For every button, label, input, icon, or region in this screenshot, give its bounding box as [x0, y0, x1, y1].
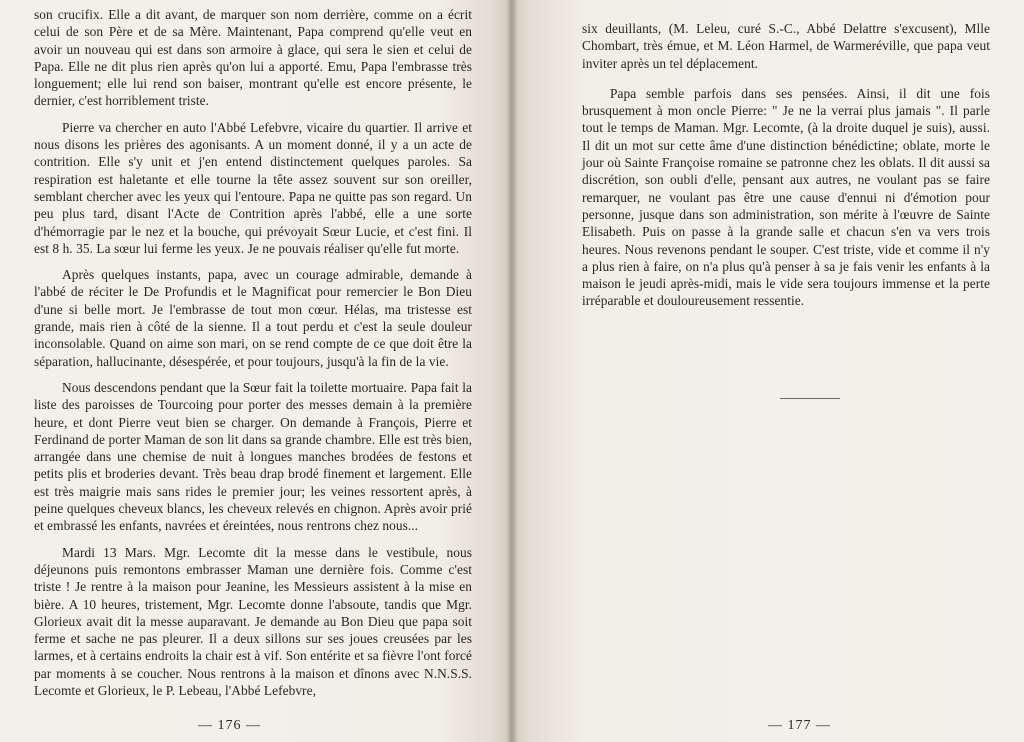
right-paragraph-1: six deuillants, (M. Leleu, curé S.-C., Abbé Delattre s'excusent), Mlle Chombart, très émue, et M. Léon Harmel, de Warmeréville, que papa veut inviter après un tel déplacement. [582, 21, 990, 71]
page-number-left: — 176 — [198, 718, 261, 733]
left-paragraph-5: Mardi 13 Mars. Mgr. Lecomte dit la messe dans le vestibule, nous déjeunons puis remontons embrasser Maman une dernière fois. Comme c'est triste ! Je rentre à la maison pour Jeanine, les Messieurs assistent à la mise en bière. A 10 heures, tristement, Mgr. Lecomte donne l'absoute, tandis que Mgr. Glorieux avait dit la messe auparavant. Je demande au Bon Dieu que papa soit ferme et sache ne pas pleurer. Il a deux sillons sur ses joues creusées par les larmes, et à certains endroits la chair est à vif. Son entérite et sa fièvre l'ont forcé par moments à se coucher. Nous rentrons à la maison et dînons avec N.N.S.S. Lecomte et Glorieux, le P. Lebeau, l'Abbé Lefebvre, [34, 544, 472, 698]
section-divider [780, 398, 840, 399]
left-paragraph-3: Après quelques instants, papa, avec un courage admirable, demande à l'abbé de réciter le De Profundis et le Magnificat pour remercier le Bon Dieu d'une si belle mort. Je l'embrasse de tout mon cœur. Hélas, ma tristesse est grande, mais rien à côté de la sienne. Il a tout perdu et c'est la seule douleur inconsolable. Quand on aime son mari, on se rend compte de ce que doit être la séparation, hallucinante, désespérée, et pour toujours, jusqu'à la fin de la vie. [34, 267, 472, 369]
page-number-right: — 177 — [768, 718, 831, 733]
left-paragraph-4: Nous descendons pendant que la Sœur fait la toilette mortuaire. Papa fait la liste des paroisses de Tourcoing pour porter des messes demain à la première heure, et dont Pierre veut bien se charger. On demande à François, Pierre et Ferdinand de porter Maman de son lit dans sa grande chambre. Elle est très bien, arrangée dans une chemise de nuit à longues manches brodées de festons et petits plis et broderies devant. Très beau drap brodé finement et largement. Elle est très maigrie mais sans rides le premier jour; les veines ressortent après, à peine quelques cheveux blancs, les cheveux relevés en chignon. Après avoir prié et embrassé les enfants, navrées et éreintées, nous rentrons chez nous... [34, 379, 472, 534]
left-paragraph-1: son crucifix. Elle a dit avant, de marquer son nom derrière, comme on a écrit celui de son Père et de sa Mère. Maintenant, Papa comprend qu'elle veut en avoir un nouveau qui est dans son armoire à glace, qui sera le sien et celui de Papa. Elle ne dit plus rien après qu'on lui a apporté. Emu, Papa l'embrasse très longuement; elle lui rend son baiser, montrant qu'elle est encore présente, le dernier, c'est horriblement triste. [34, 7, 472, 109]
left-paragraph-2: Pierre va chercher en auto l'Abbé Lefebvre, vicaire du quartier. Il arrive et nous disons les prières des agonisants. A un moment donné, il y a un acte de contrition. Elle s'y unit et j'en entend distinctement quelques paroles. Sa respiration est haletante et elle tourne la tête assez souvent sur son oreiller, semblant chercher avec les yeux qui l'entoure. Papa ne quitte pas son regard. Un peu plus tard, disant l'Acte de Contrition après l'abbé, elle a une sorte d'hémorragie par le nez et la bouche, qui prévoyait Sœur Lucie, et c'est fini. Il est 8 h. 35. La sœur lui ferme les yeux. Je ne pouvais réaliser qu'elle fut morte. [34, 119, 472, 256]
right-paragraph-2: Papa semble parfois dans ses pensées. Ainsi, il dit une fois brusquement à mon oncle Pierre: " Je ne la verrai plus jamais ". Il parle tout le temps de Maman. Mgr. Lecomte, (à la droite duquel je suis), aussi. Il dit un mot sur cette âme d'une distinction bénédictine; oblate, morte le jour où Sainte Françoise romaine se patronne chez les oblats. Il dit aussi sa discrétion, son oubli d'elle, pensant aux autres, ne voulant pas se faire remarquer, ne voulant pas être une cause d'ennui ni d'émotion pour personne, jusque dans son administration, son mérite à l'œuvre de Sainte Elisabeth. Puis on passe à la grande salle et chacun s'en va vers trois heures. Nous revenons pendant le souper. C'est triste, vide et comme il n'y a plus rien à faire, on n'a plus qu'à penser à sa je fais venir les enfants à la maison le jeudi après-midi, mais le vide sera toujours immense et la perte irréparable et douloureusement ressentie. [582, 85, 990, 309]
right-page [512, 0, 1024, 742]
